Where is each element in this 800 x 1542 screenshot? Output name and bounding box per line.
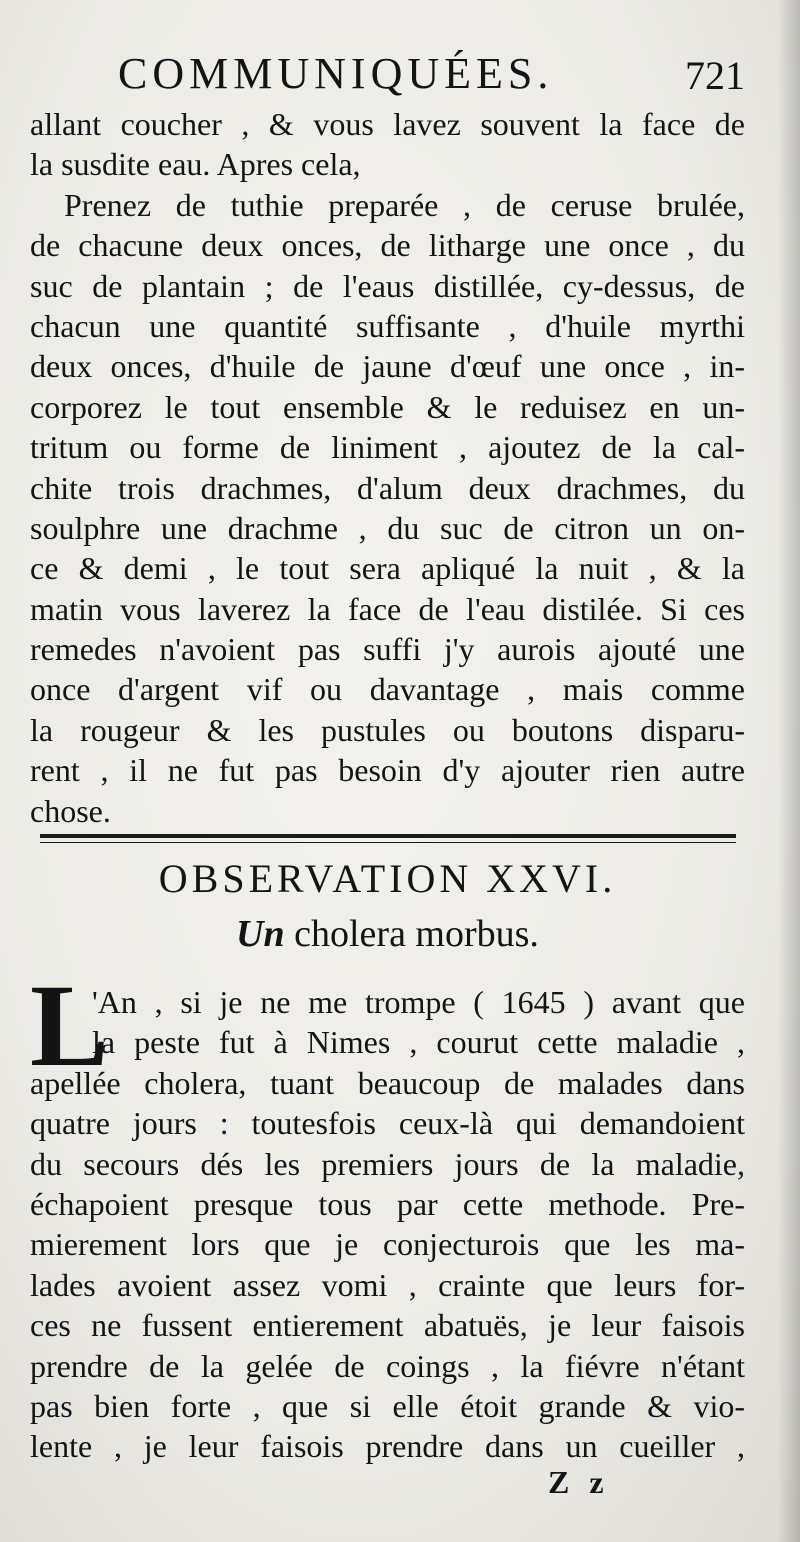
subtitle-text: cholera morbus.	[284, 913, 539, 955]
text-line: chite trois drachmes, d'alum deux drachmes, du	[30, 469, 745, 506]
observation-body	[30, 982, 745, 1467]
subtitle-article: Un	[236, 913, 285, 955]
text-line: corporez le tout ensemble & le reduisez en un-	[30, 388, 745, 425]
text-line: lente , je leur faisois prendre dans un cueiller ,	[30, 1428, 745, 1465]
passage-continued	[30, 104, 745, 831]
text-line: tritum ou forme de liniment , ajoutez de la cal-	[30, 429, 745, 466]
divider-thin-line	[40, 842, 736, 843]
text-line: du secours dés les premiers jours de la maladie,	[30, 1145, 745, 1182]
page-number: 721	[685, 53, 745, 98]
catchword-signature: Z z	[548, 1464, 610, 1500]
text-line: chacun une quantité suffisante , d'huile myrthi	[30, 307, 745, 344]
page-header	[30, 44, 745, 104]
text-line: de chacune deux onces, de litharge une once , du	[30, 227, 745, 264]
text-line: deux onces, d'huile de jaune d'œuf une once , in-	[30, 348, 745, 385]
text-line: soulphre une drachme , du suc de citron un on-	[30, 509, 745, 546]
text-line: pas bien forte , que si elle étoit grande & vio-	[30, 1387, 745, 1424]
text-line: échapoient presque tous par cette methode. Pre-	[30, 1185, 745, 1222]
text-line: la peste fut à Nimes , courut cette maladie ,	[92, 1024, 745, 1061]
text-line: rent , il ne fut pas besoin d'y ajouter rien autre	[30, 752, 745, 789]
text-line: allant coucher , & vous lavez souvent la face de	[30, 106, 745, 142]
running-head: COMMUNIQUÉES.	[118, 49, 554, 98]
text-line: chose.	[30, 792, 111, 829]
text-line: quatre jours : toutesfois ceux-là qui demandoient	[30, 1105, 745, 1142]
text-line: Prenez de tuthie preparée , de ceruse brulée,	[64, 186, 745, 223]
text-line: la rougeur & les pustules ou boutons disparu-	[30, 711, 745, 748]
observation-title: OBSERVATION XXVI.	[158, 856, 617, 901]
text-line: once d'argent vif ou davantage , mais comme	[30, 671, 745, 708]
text-line: prendre de la gelée de coings , la fiévre n'étant	[30, 1347, 745, 1384]
observation-subtitle	[30, 908, 745, 960]
section-divider-rule	[40, 834, 736, 846]
text-line: mierement lors que je conjecturois que les ma-	[30, 1226, 745, 1263]
text-line: matin vous laverez la face de l'eau distilée. Si ces	[30, 590, 745, 627]
text-line: ces ne fussent entierement abatuës, je leur faisois	[30, 1307, 745, 1344]
text-line: remedes n'avoient pas suffi j'y aurois ajouté une	[30, 631, 745, 668]
drop-cap-letter: L	[30, 960, 109, 1091]
divider-thick-line	[40, 834, 736, 838]
page-gutter-shadow	[778, 0, 800, 1542]
text-line: ce & demi , le tout sera apliqué la nuit , & la	[30, 550, 745, 587]
text-line: lades avoient assez vomi , crainte que leurs for-	[30, 1266, 745, 1303]
text-line: suc de plantain ; de l'eaus distillée, cy-dessus, de	[30, 267, 745, 304]
text-line: la susdite eau. Apres cela,	[30, 146, 361, 183]
text-line: 'An , si je ne me trompe ( 1645 ) avant que	[92, 984, 745, 1020]
text-line: apellée cholera, tuant beaucoup de malades dans	[30, 1064, 745, 1101]
